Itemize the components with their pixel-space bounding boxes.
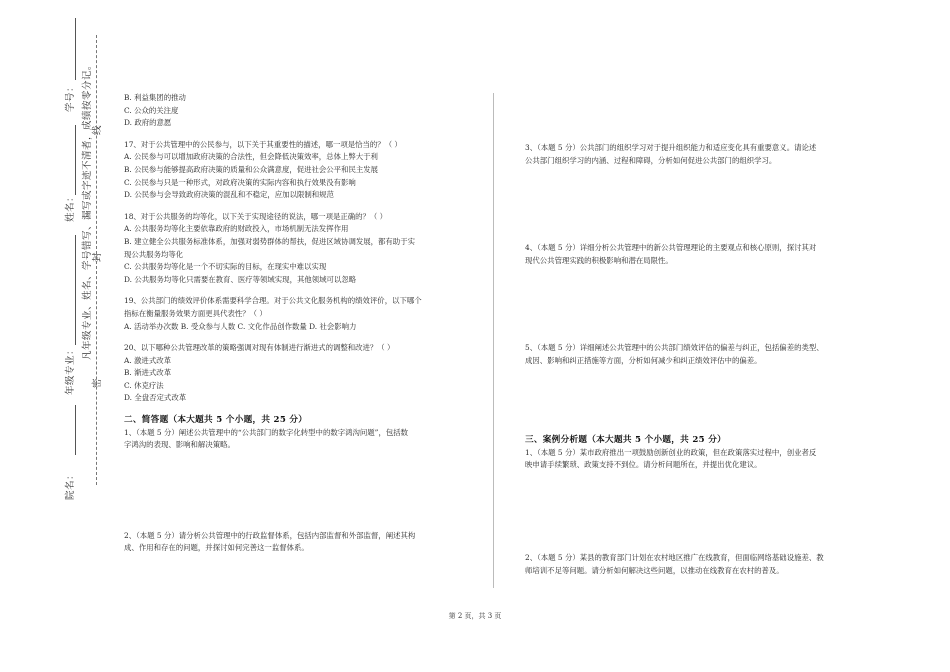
left-column — [124, 92, 474, 555]
q18-option-c: C. 公共服务均等化是一个不切实际的目标，在现实中难以实现 — [124, 262, 327, 272]
q20-option-b: B. 渐进式改革 — [124, 368, 172, 378]
margin-seal-feng: 封 — [92, 251, 103, 262]
q19-stem-2: 指标在衡量服务效果方面更具代表性？（ ） — [124, 308, 267, 318]
margin-seal-dash — [96, 35, 97, 485]
q20-option-d: D. 全盘否定式改革 — [124, 393, 187, 403]
right-column-q4 — [525, 242, 870, 267]
c2-line-2: 师培训不足等问题。请分析如何解决这些问题，以推动在线教育在农村的普及。 — [525, 565, 784, 575]
c2-line-1: 2、（本题 5 分）某县的教育部门计划在农村地区推广在线教育，但面临网络基础设施差、教 — [525, 553, 824, 562]
q18-option-d: D. 公共服务均等化只需要在教育、医疗等领域实现，其他领域可以忽略 — [124, 274, 357, 284]
c1-line-1: 1、（本题 5 分）某市政府推出一项鼓励创新创业的政策，但在政策落实过程中，创业者反 — [525, 447, 817, 457]
right-column-c2 — [525, 552, 870, 577]
q3-line-1: 3、（本题 5 分）公共部门的组织学习对于提升组织能力和适应变化具有重要意义。请论述 — [525, 143, 817, 152]
q5-line-1: 5、（本题 5 分）详细阐述公共管理中的公共部门绩效评估的偏差与纠正，包括偏差的类型、 — [525, 343, 824, 352]
q16-option-b: B. 利益集团的推动 — [124, 93, 186, 102]
q18-option-b-cont: 现公共服务均等化 — [124, 249, 184, 259]
margin-school-label: 院名： — [65, 469, 76, 500]
margin-major-label: 年级专业： — [65, 344, 76, 395]
right-column-q5 — [525, 342, 870, 367]
margin-id-label: 学号： — [65, 81, 76, 112]
column-divider — [493, 93, 494, 588]
q19-options: A. 活动举办次数 B. 受众参与人数 C. 文化作品创作数量 D. 社会影响力 — [124, 321, 357, 331]
right-column-section3 — [525, 434, 870, 472]
margin-instruction: 凡年级专业、姓名、学号错写、漏写或字迹不清者，成绩按零分记。 — [82, 59, 93, 360]
margin-line-2 — [75, 125, 76, 195]
q20-option-a: A. 激进式改革 — [124, 355, 171, 365]
q17-option-c: C. 公民参与只是一种形式，对政府决策的实际内容和执行效果没有影响 — [124, 177, 356, 187]
q16-option-c: C. 公众的关注度 — [124, 105, 179, 115]
s2-q2-line-1: 2、（本题 5 分）请分析公共管理中的行政监督体系，包括内部监督和外部监督，阐述其构 — [124, 530, 416, 540]
s2-q1-line-1: 1、（本题 5 分）阐述公共管理中的“公共部门的数字化转型中的数字鸿沟问题”，包括数 — [124, 427, 409, 437]
section-2-title: 二、简答题（本大题共 5 个小题，共 25 分） — [124, 415, 308, 426]
margin-line-1 — [75, 18, 76, 80]
margin-line-4 — [75, 405, 76, 455]
q18-option-b: B. 建立健全公共服务标准体系，加强对弱势群体的帮扶，促进区域协调发展，都有助于实 — [124, 236, 415, 246]
s2-q2-line-2: 成、作用和存在的问题，并探讨如何完善这一监督体系。 — [124, 543, 309, 553]
right-column-q3 — [525, 142, 870, 167]
q18-stem: 18、对于公共服务的均等化，以下关于实现途径的说法，哪一项是正确的？（ ） — [124, 211, 388, 221]
margin-seal-mi: 密 — [92, 377, 103, 388]
q17-option-d: D. 公民参与会导致政府决策的混乱和不稳定，应加以限制和规范 — [124, 190, 334, 200]
q17-option-b: B. 公民参与能够提高政府决策的质量和公众满意度，促进社会公平和民主发展 — [124, 164, 379, 174]
q19-stem-1: 19、公共部门的绩效评价体系需要科学合理。对于公共文化服务机构的绩效评价，以下哪个 — [124, 296, 422, 306]
c1-line-2: 映申请手续繁琐、政策支持不到位。请分析问题所在，并提出优化建议。 — [525, 460, 762, 470]
page-footer: 第 2 页，共 3 页 — [448, 612, 502, 620]
margin-seal-xian: 线 — [92, 124, 103, 135]
s2-q1-line-2: 字鸿沟的表现、影响和解决策略。 — [124, 440, 235, 450]
section-3-title: 三、案例分析题（本大题共 5 个小题，共 25 分） — [525, 435, 726, 445]
q3-line-2: 公共部门组织学习的内涵、过程和障碍，分析如何促进公共部门的组织学习。 — [525, 155, 777, 165]
q17-stem: 17、对于公共管理中的公民参与，以下关于其重要性的描述，哪一项是恰当的？（ ） — [124, 139, 402, 149]
q5-line-2: 成因、影响和纠正措施等方面，分析如何减少和纠正绩效评估中的偏差。 — [525, 355, 762, 365]
q20-option-c: C. 休克疗法 — [124, 380, 164, 390]
q4-line-1: 4、（本题 5 分）详细分析公共管理中的新公共管理理论的主要观点和核心原则，探讨其对 — [525, 243, 817, 252]
q20-stem: 20、以下哪种公共管理改革的策略强调对现有体制进行渐进式的调整和改进？（ ） — [124, 343, 395, 353]
q16-option-d: D. 政府的意愿 — [124, 118, 172, 128]
margin-name-label: 姓名： — [65, 191, 76, 222]
margin-line-3 — [75, 235, 76, 345]
q4-line-2: 现代公共管理实践的积极影响和潜在局限性。 — [525, 255, 673, 265]
q18-option-a: A. 公共服务均等化主要依靠政府的财政投入，市场机制无法发挥作用 — [124, 224, 349, 234]
q17-option-a: A. 公民参与可以增加政府决策的合法性，但会降低决策效率，总体上弊大于利 — [124, 152, 378, 162]
